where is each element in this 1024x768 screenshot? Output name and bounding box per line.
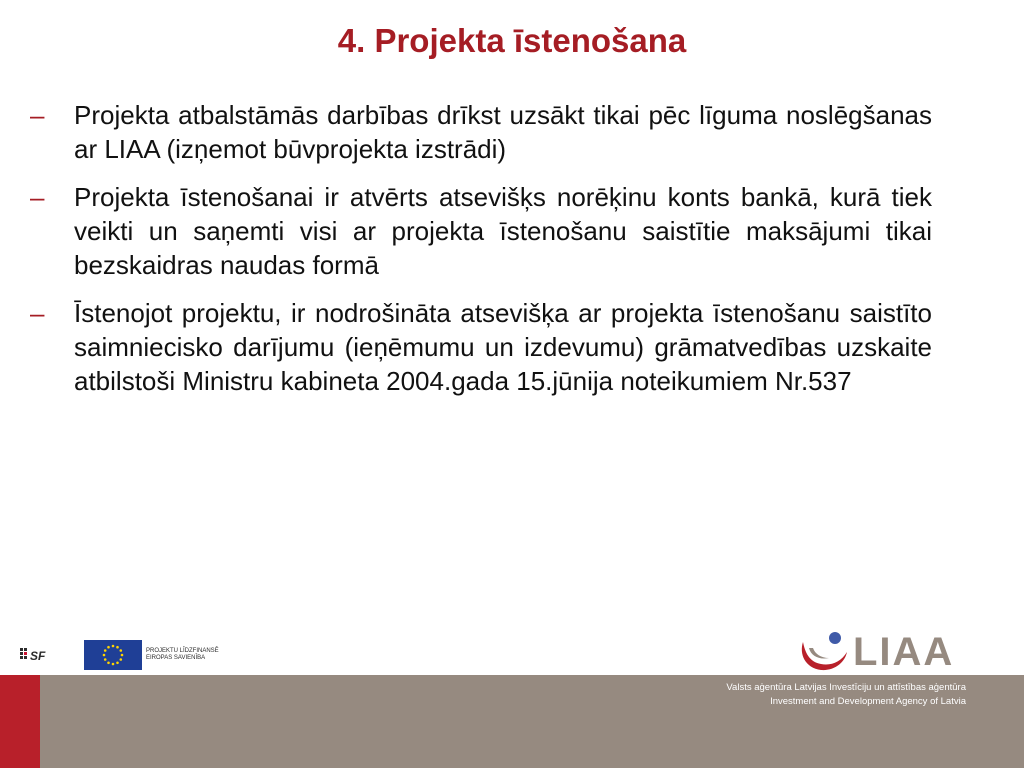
slide-title: 4. Projekta īstenošana [337,22,687,59]
eu-cofinance-caption [146,648,219,662]
footer-band [0,675,1024,768]
agency-name-en: Investment and Development Agency of Latvia [770,696,966,707]
bullet-item [30,180,932,282]
liaa-logo-text: LIAA [853,630,955,674]
bullet-list [30,98,932,412]
bullet-marker: – [30,298,45,328]
esf-logo-text: SF [30,649,46,663]
agency-name [726,681,966,709]
eu-caption-line: EIROPAS SAVIENĪBA [146,655,206,661]
bullet-text: Projekta atbalstāmās darbības drīkst uzsākt tikai pēc līguma noslēgšanas ar LIAA (izņemot būvprojekta izstrādi) [74,100,932,164]
bullet-marker: – [30,100,45,130]
eu-caption-line: PROJEKTU LĪDZFINANSĒ [146,648,219,654]
bullet-text: Īstenojot projektu, ir nodrošināta atsevišķa ar projekta īstenošanu saistīto saimniecisko darījumu (ieņēmumu un izdevumu) grāmatvedības uzskaite atbilstoši Ministru kabineta 2004.gada 15.jūnija noteikumiem Nr.537 [74,298,932,396]
footer-accent-bar [0,675,40,768]
bullet-item [30,98,932,166]
eu-flag-icon [84,640,142,670]
liaa-swoosh-icon [795,628,851,676]
esf-logo [18,644,60,670]
bullet-text: Projekta īstenošanai ir atvērts atsevišķs norēķinu konts bankā, kurā tiek veikti un saņemti visi ar projekta īstenošanu saistītie maksājumi tikai bezskaidras naudas formā [74,182,932,280]
bullet-marker: – [30,182,45,212]
liaa-logo [795,628,980,676]
agency-name-lv: Valsts aģentūra Latvijas Investīciju un attīstības aģentūra [726,682,966,693]
bullet-item [30,296,932,398]
